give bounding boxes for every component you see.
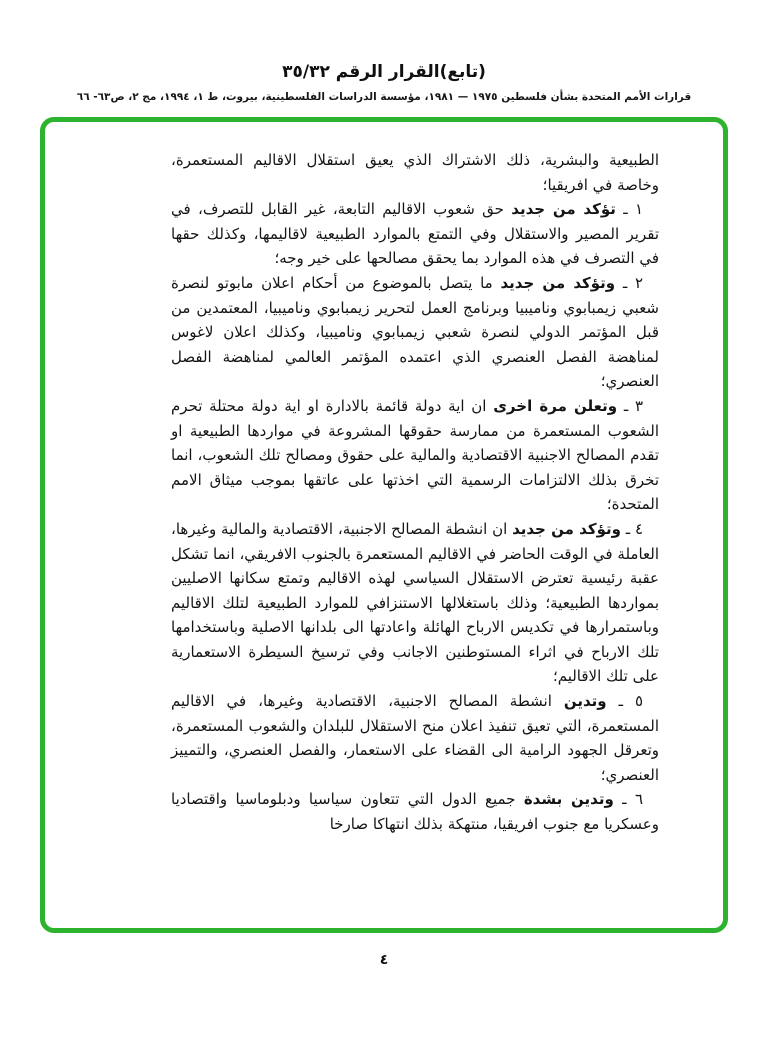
resolution-title: (تابع)القرار الرقم ٣٥/٣٢ — [282, 62, 486, 82]
paragraph-lead-bold: وتدين — [563, 692, 607, 711]
document-header — [0, 0, 768, 103]
paragraph-number: ٣ ـ — [617, 396, 643, 415]
resolution-paragraph — [171, 394, 659, 517]
paragraph-text: انشطة المصالح الاجنبية، الاقتصادية وغيرها، في الاقاليم المستعمرة، التي تعيق تنفيذ اعلان منح الاستقلال للبلدان والشعوب المستعمرة، وتعرقل الجهود الرامية الى القضاء على الاستعمار، والفصل العنصري، والتمييز العنصري؛ — [171, 692, 659, 784]
paragraph-text: حق شعوب الاقاليم التابعة، غير القابل للتصرف، في تقرير المصير والاستقلال وفي التمتع بالموارد الطبيعية لاقاليمها، وكذلك حقها في التصرف في هذه الموارد بما يحقق مصالحها على خير وجه؛ — [171, 200, 659, 268]
numbered-paragraphs — [171, 197, 659, 836]
resolution-paragraph — [171, 517, 659, 689]
paragraph-number: ٢ ـ — [615, 273, 643, 292]
paragraph-lead-bold: وتدين بشدة — [523, 790, 614, 809]
resolution-paragraph — [171, 689, 659, 787]
body-text — [45, 122, 723, 837]
paragraph-lead-bold: وتؤكد من جديد — [512, 519, 621, 538]
paragraph-text: جميع الدول التي تتعاون سياسيا ودبلوماسيا واقتصاديا وعسكريا مع جنوب افريقيا، منتهكة بذلك انتهاكا صارخا — [171, 790, 659, 834]
paragraph-lead-bold: تؤكد من جديد — [511, 200, 616, 219]
paragraph-text: ما يتصل بالموضوع من أحكام اعلان مابوتو لنصرة شعبي زيمبابوي وناميبيا وبرنامج العمل لتحرير زيمبابوي وناميبيا، المعتمدين من قبل المؤتمر الدولي لنصرة شعبي زيمبابوي وناميبيا، وكذلك اعلان لاغوس لمناهضة الفصل العنصري الذي اعتمده المؤتمر العالمي لمناهضة الفصل العنصري؛ — [171, 273, 659, 391]
intro-paragraph: الطبيعية والبشرية، ذلك الاشتراك الذي يعيق استقلال الاقاليم المستعمرة، وخاصة في افريقيا؛ — [171, 151, 659, 194]
resolution-paragraph — [171, 271, 659, 394]
paragraph-number: ١ ـ — [615, 200, 643, 219]
paragraph-number: ٦ ـ — [613, 790, 643, 809]
paragraph-number: ٤ ـ — [620, 519, 644, 538]
paragraph-lead-bold: وتؤكد من جديد — [500, 273, 616, 292]
paragraph-number: ٥ ـ — [606, 692, 643, 711]
content-frame — [40, 117, 728, 933]
resolution-paragraph — [171, 197, 659, 271]
paragraph-text: ان انشطة المصالح الاجنبية، الاقتصادية والمالية وغيرها، العاملة في الوقت الحاضر في الاقاليم المستعمرة بالجنوب الافريقي، انما تشكل عقبة رئيسية تعترض الاستقلال السياسي لهذه الاقاليم وتمتع سكانها الاصليين بمواردها الطبيعية؛ وذلك باستغلالها الاستنزافي للموارد الطبيعية لتلك الاقاليم وباستمرارها في تكديس الارباح الهائلة واعادتها الى بلدانها الاصلية وباستخدامها تلك الارباح في اثراء المستوطنين الاجانب وفي ترسيخ السيطرة الاستعمارية على تلك الاقاليم؛ — [171, 519, 659, 686]
citation-line: قرارات الأمم المتحدة بشأن فلسطين ١٩٧٥ — ١٩٨١، مؤسسة الدراسات الفلسطينية، بيروت، ط ١، ١٩٩٤، مج ٢، ص٦٣- ٦٦ — [76, 91, 692, 103]
paragraph-text: ان اية دولة قائمة بالادارة او اية دولة محتلة تحرم الشعوب المستعمرة من ممارسة حقوقها المشروعة في مواردها الطبيعية او تقدم المصالح الاجنبية الاقتصادية والمالية على حقوق ومصالح تلك الشعوب، انما تخرق بذلك الالتزامات الرسمية التي اخذتها على عاتقها بموجب ميثاق الامم المتحدة؛ — [171, 396, 659, 514]
paragraph-lead-bold: وتعلن مرة اخرى — [493, 396, 618, 415]
resolution-paragraph — [171, 787, 659, 836]
page-number: ٤ — [379, 952, 389, 968]
